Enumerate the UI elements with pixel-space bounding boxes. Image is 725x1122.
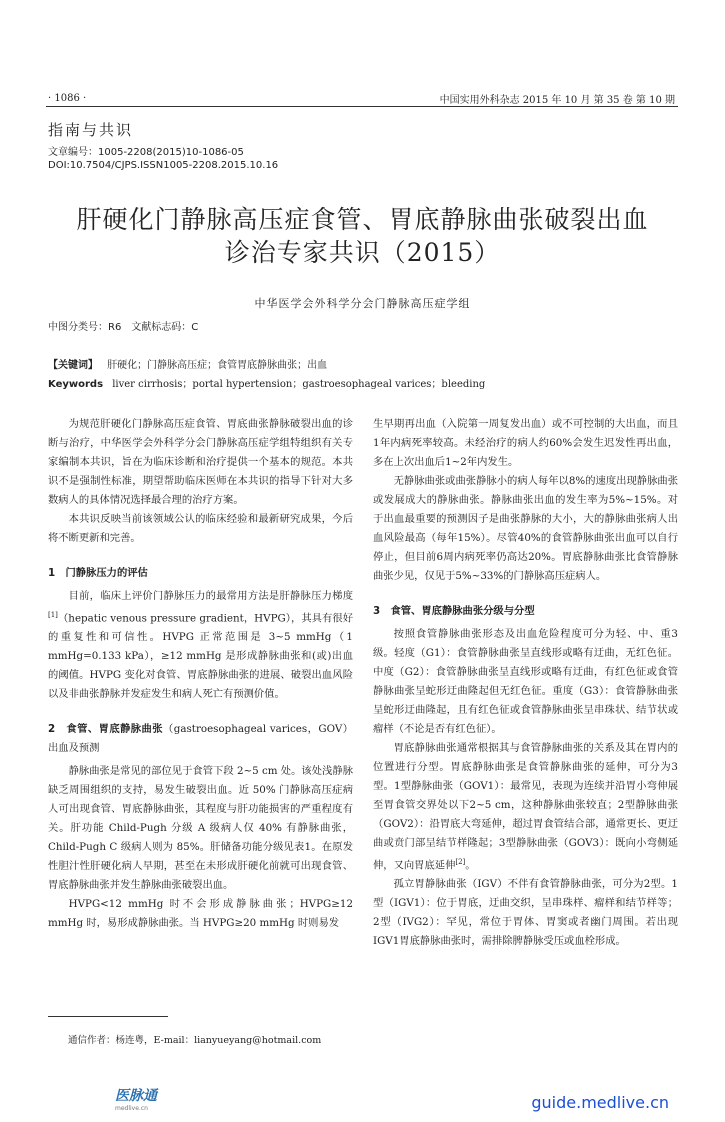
classification: 中图分类号：R6 文献标志码：C [48,322,199,333]
title-line-1: 肝硬化门静脉高压症食管、胃底静脉曲张破裂出血 [76,205,649,234]
intro-paragraph: 为规范肝硬化门静脉高压症食管、胃底曲张静脉破裂出血的诊断与治疗，中华医学会外科学分会门静脉高压症学组特组织有关专家编制本共识，旨在为临床诊断和治疗提供一个基本的规范。本共识不是强制性标准，期望帮助临床医师在本共识的指导下针对大多数病人的具体情况选择最合理的治疗方案。 [48,418,353,506]
watermark-link[interactable]: guide.medlive.cn [531,1093,669,1112]
article-number: 文章编号：1005-2208(2015)10-1086-05 [48,147,244,158]
citation-2: [2] [455,858,466,866]
keywords-en [48,375,485,390]
left-column [48,415,353,933]
journal-header: 中国实用外科杂志 2015 年 10 月 第 35 卷 第 10 期 [439,95,675,106]
medlive-logo [115,1085,190,1113]
page-number: · 1086 · [48,93,87,104]
title-line-2: 诊治专家共识（2015） [224,238,501,267]
correspondence: 通信作者：杨连粤，E-mail：lianyueyang@hotmail.com [68,1035,322,1046]
logo-sub: medlive.cn [115,1105,148,1112]
section-1-heading: 1 门静脉压力的评估 [48,567,148,579]
igv-paragraph: 孤立胃静脉曲张（IGV）不伴有食管静脉曲张，可分为2型。1型（IGV1）：位于胃底，迂曲交织，呈串珠样、瘤样和结节样等；2型（IVG2）：罕见，常位于胃体、胃窦或者幽门周围。若出现IGV1胃底静脉曲张时，需排除脾静脉受压或血栓形成。 [373,878,678,948]
classification-paragraph: 胃底静脉曲张通常根据其与食管静脉曲张的关系及其在胃内的位置进行分型。胃底静脉曲张是食管静脉曲张的延伸，可分为3型。1型静脉曲张（GOV1）：最常见，表现为连续并沿胃小弯伸展至胃食管交界处以下2~5 cm，这种静脉曲张较直；2型静脉曲张（GOV2）：沿胃底大弯延伸，超过胃食管结合部，通常更长、更迂曲或贲门部呈结节样隆起；3型静脉曲张（GOV3）：既向小弯侧延伸，又向胃底延伸[2]。 [373,742,678,872]
doi: DOI:10.7504/CJPS.ISSN1005-2208.2015.10.16 [48,160,279,171]
grading-paragraph: 按照食管静脉曲张形态及出血危险程度可分为轻、中、重3级。轻度（G1）：食管静脉曲张呈直线形或略有迂曲，无红色征。中度（G2）：食管静脉曲张呈直线形或略有迂曲，有红色征或食管静脉曲张呈蛇形迂曲隆起但无红色征。重度（G3）：食管静脉曲张呈蛇形迂曲隆起，且有红色征或食管静脉曲张呈串珠状、结节状或瘤样（不论是否有红色征）。 [373,628,678,735]
citation-1: [1] [48,611,58,619]
keywords-cn [48,356,327,371]
right-column [373,415,678,951]
intro-paragraph-2: 本共识反映当前该领域公认的临床经验和最新研究成果，今后将不断更新和完善。 [48,513,353,544]
keywords-en-label: Keywords [48,379,104,390]
varices-paragraph: 无静脉曲张或曲张静脉小的病人每年以8%的速度出现静脉曲张或发展成大的静脉曲张。静脉曲张出血的发生率为5%~15%。对于出血最重要的预测因子是曲张静脉的大小，大的静脉曲张病人出血风险最高（每年15%）。尽管40%的食管静脉曲张出血可以自行停止，但目前6周内病死率仍高达20%。胃底静脉曲张比食管静脉曲张少见，仅见于5%~33%的门静脉高压症病人。 [373,475,678,582]
header-rule [46,106,678,107]
keywords-en-text: liver cirrhosis；portal hypertension；gastroesophageal varices；bleeding [112,379,486,390]
section-2-paragraph: 静脉曲张是常见的部位见于食管下段 2~5 cm 处。该处浅静脉缺乏周围组织的支持，易发生破裂出血。近 50% 门静脉高压症病人可出现食管、胃底静脉曲张，其程度与肝功能损害的严重程度有关。肝功能 Child-Pugh 分级 A 级病人仅 40% 有静脉曲张，Child-Pugh C 级病人则为 85%。肝储备功能分级见表1。在原发性胆汁性肝硬化病人早期，甚至在未形成肝硬化前就可出现食管、胃底静脉曲张并发生静脉曲张破裂出血。 [48,765,353,892]
section-2-heading: 2 食管、胃底静脉曲张（gastroesophageal varices，GOV）出血及预测 [48,723,354,755]
section-1-paragraph: 目前，临床上评价门静脉压力的最常用方法是肝静脉压力梯度[1]（hepatic venous pressure gradient，HVPG），其具有很好的重复性和可信性。HVPG 正常范围是 3~5 mmHg（1 mmHg=0.133 kPa），≥12 mmHg 是形成静脉曲张和(或)出血的阈值。HVPG 变化对食管、胃底静脉曲张的进展、破裂出血风险以及非曲张静脉并发症发生和病人死亡有预测价值。 [48,590,353,701]
keywords-cn-label: 【关键词】 [48,360,98,371]
section-label: 指南与共识 [48,121,134,139]
logo-text: 医脉通 [115,1088,157,1104]
continued-paragraph: 生早期再出血（入院第一周复发出血）或不可控制的大出血，而且1年内病死率较高。未经治疗的病人约60%会发生迟发性再出血，多在上次出血后1~2年内发生。 [373,418,678,468]
section-2-paragraph-2: HVPG<12 mmHg 时不会形成静脉曲张；HVPG≥12 mmHg 时，易形成静脉曲张。当 HVPG≥20 mmHg 时则易发 [48,898,353,930]
footnote-rule [48,1016,168,1017]
keywords-cn-text: 肝硬化；门静脉高压症；食管胃底静脉曲张；出血 [107,360,328,371]
section-3-heading: 3 食管、胃底静脉曲张分级与分型 [373,605,535,617]
author-group: 中华医学会外科学分会门静脉高压症学组 [254,297,471,310]
